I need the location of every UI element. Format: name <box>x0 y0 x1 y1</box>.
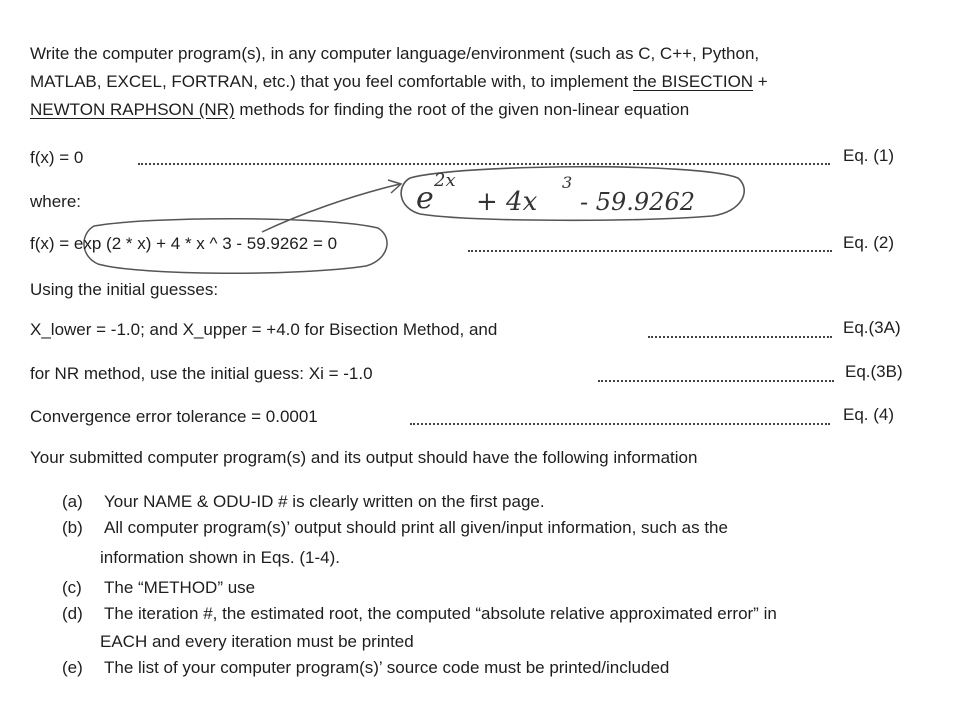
hand-e: e <box>416 181 434 216</box>
hand-4x: + 4x <box>476 187 538 217</box>
eq3a-text: X_lower = -1.0; and X_upper = +4.0 for Bisection Method, and <box>30 320 498 339</box>
eq2-circled-expression: exp (2 * x) + 4 * x ^ 3 - 59.9262 <box>73 234 309 253</box>
initial-guesses-heading: Using the initial guesses: <box>30 280 219 299</box>
list-item-e-label: (e) <box>62 658 83 677</box>
list-item-b: All computer program(s)’ output should print all given/input information, such as the <box>104 518 728 537</box>
eq2-lhs: f(x) = <box>30 234 74 253</box>
eq3a-tag: Eq.(3A) <box>843 318 901 337</box>
eq4-tag: Eq. (4) <box>843 405 895 424</box>
eq1-lhs: f(x) = 0 <box>30 148 84 167</box>
submission-heading: Your submitted computer program(s) and its output should have the following information <box>30 448 698 467</box>
eq4-text: Convergence error tolerance = 0.0001 <box>30 407 318 426</box>
where-label: where: <box>30 192 82 211</box>
eq2-expression <box>30 234 337 254</box>
newton-raphson-underlined: NEWTON RAPHSON (NR) <box>30 100 235 119</box>
bisection-underlined: the BISECTION <box>633 72 754 91</box>
list-item-b-continued: information shown in Eqs. (1-4). <box>100 548 340 567</box>
list-item-b-label: (b) <box>62 518 83 537</box>
annotation-arrow <box>262 184 400 232</box>
eq2-leader <box>468 250 832 252</box>
eq3b-tag: Eq.(3B) <box>845 362 903 381</box>
hand-exp-2x: 2x <box>434 170 456 191</box>
eq3b-text: for NR method, use the initial guess: Xi = -1.0 <box>30 364 373 383</box>
list-item-e: The list of your computer program(s)’ source code must be printed/included <box>104 658 670 677</box>
list-item-c: The “METHOD” use <box>104 578 256 597</box>
eq3a-leader <box>648 336 832 338</box>
list-item-d-label: (d) <box>62 604 83 623</box>
intro-line-2-text: MATLAB, EXCEL, FORTRAN, etc.) that you feel comfortable with, to implement <box>30 72 634 91</box>
intro-line-3-text: methods for finding the root of the given non-linear equation <box>234 100 690 119</box>
intro-line-1: Write the computer program(s), in any computer language/environment (such as C, C++, Python, <box>30 44 760 63</box>
list-item-d-continued: EACH and every iteration must be printed <box>100 632 414 651</box>
eq3b-leader <box>598 380 834 382</box>
list-item-c-label: (c) <box>62 578 82 597</box>
list-item-d: The iteration #, the estimated root, the computed “absolute relative approximated error” in <box>104 604 777 623</box>
eq1-tag: Eq. (1) <box>843 146 895 165</box>
eq4-leader <box>410 423 830 425</box>
list-item-a: Your NAME & ODU-ID # is clearly written on the first page. <box>104 492 545 511</box>
eq2-rhs: = 0 <box>308 234 338 253</box>
hand-exp-3: 3 <box>562 173 573 192</box>
hand-tail: - 59.9262 <box>580 188 695 216</box>
intro-line-2-plus: + <box>753 72 768 91</box>
eq2-tag: Eq. (2) <box>843 233 895 252</box>
list-item-a-label: (a) <box>62 492 83 511</box>
